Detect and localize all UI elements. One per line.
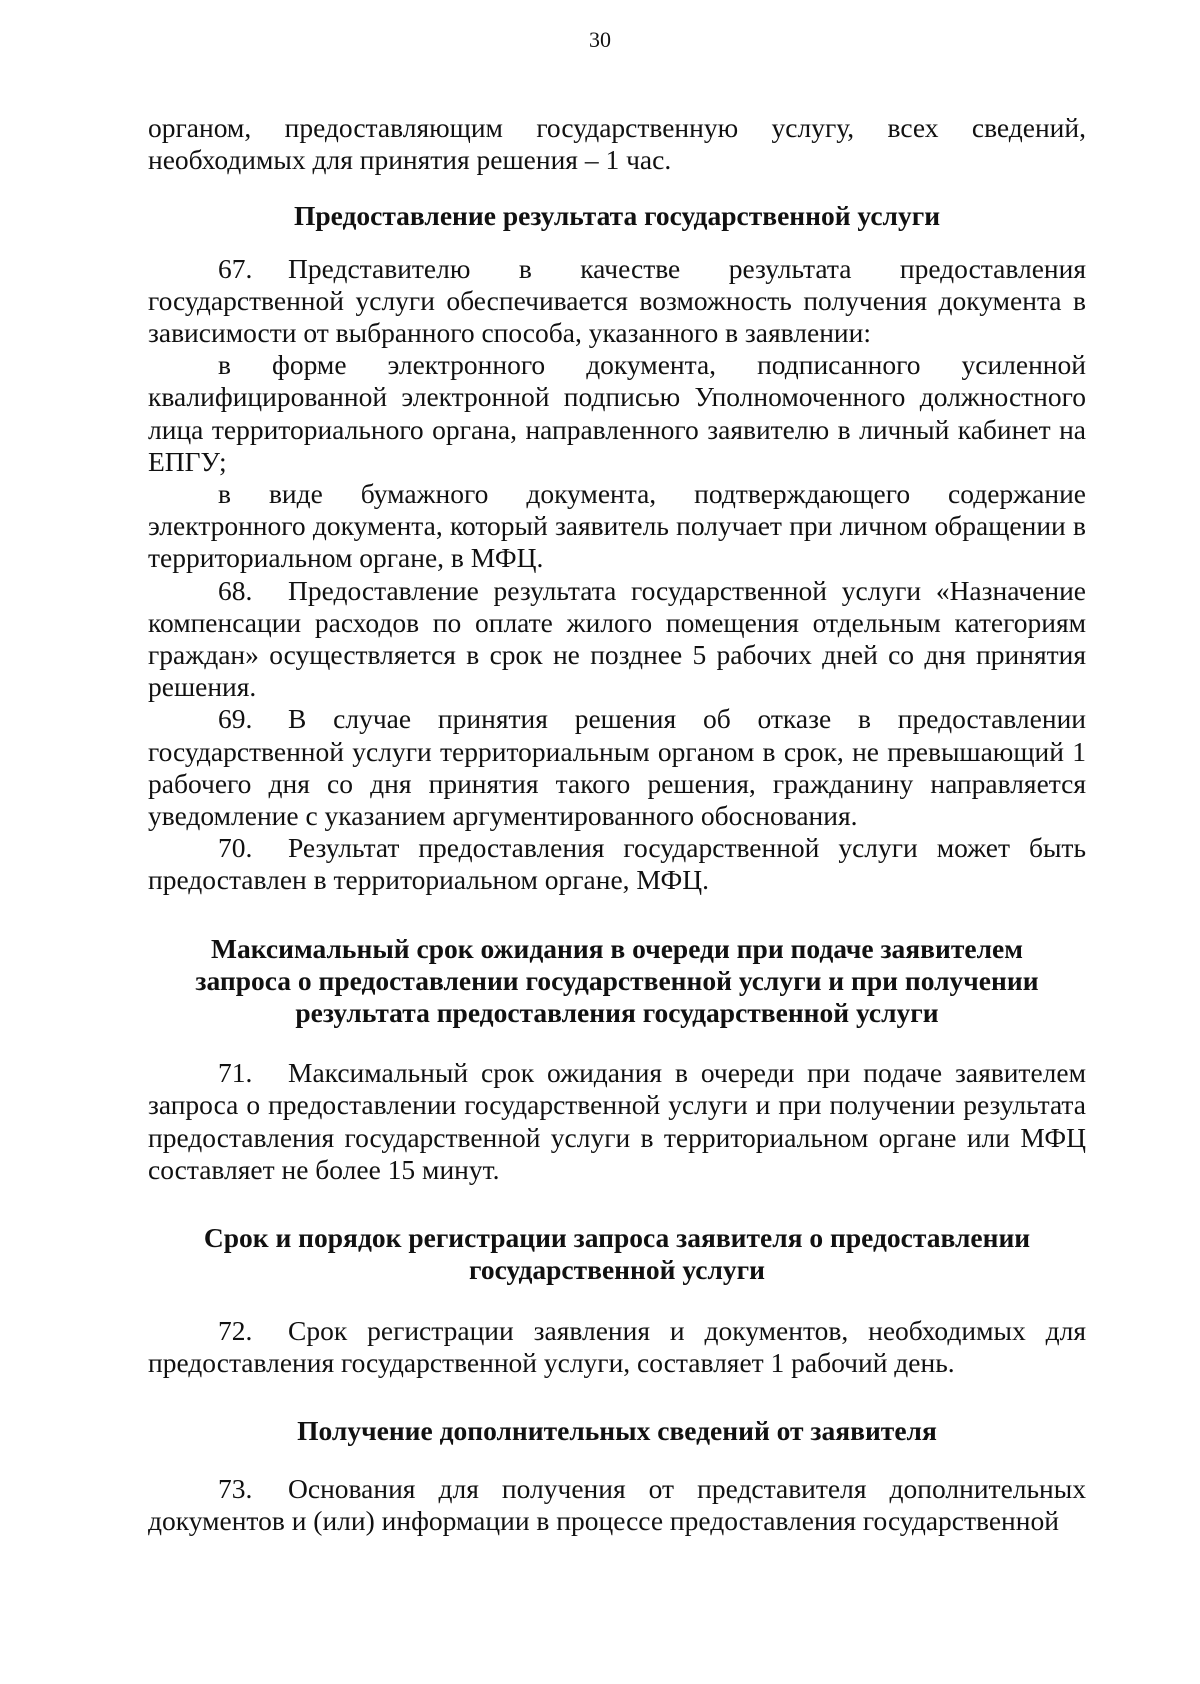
paragraph-72 (148, 1315, 1086, 1379)
paragraph-70 (148, 832, 1086, 896)
section-heading-queue-time-line3: результата предоставления государственной услуги (295, 997, 939, 1029)
paragraph-number-70: 70. (218, 832, 253, 864)
paragraph-69-text: В случае принятия решения об отказе в предоставлении государственной услуги территориальным органом в срок, не превышающий 1 рабочего дня со дня принятия такого решения, гражданину направляется уведомление с указанием аргументированного обоснования. (148, 703, 1086, 832)
paragraph-number-68: 68. (218, 574, 253, 606)
paragraph-73 (148, 1473, 1086, 1537)
paragraph-67-item-electronic: в форме электронного документа, подписанного усиленной квалифицированной электронной подписью Уполномоченного должностного лица территориального органа, направленного заявителю в личный кабинет на ЕПГУ; (148, 349, 1086, 477)
paragraph-68 (148, 575, 1086, 704)
paragraph-number-73: 73. (218, 1473, 253, 1505)
section-heading-additional-info: Получение дополнительных сведений от заявителя (297, 1414, 937, 1446)
section-heading-queue-time-line1: Максимальный срок ожидания в очереди при подаче заявителем (211, 932, 1023, 964)
paragraph-number-67: 67. (218, 252, 253, 284)
section-heading-result: Предоставление результата государственной услуги (293, 200, 941, 232)
paragraph-number-69: 69. (218, 703, 253, 735)
paragraph-number-71: 71. (218, 1057, 253, 1089)
section-heading-registration (148, 1222, 1086, 1286)
section-heading-queue-time (148, 933, 1086, 1030)
paragraph-70-text: Результат предоставления государственной услуги может быть предоставлен в территориальном органе, МФЦ. (148, 832, 1086, 896)
section-heading-registration-line1: Срок и порядок регистрации запроса заявителя о предоставлении (203, 1222, 1031, 1254)
paragraph-71-text: Максимальный срок ожидания в очереди при подаче заявителем запроса о предоставлении государственной услуги и при получении результата предоставления государственной услуги в территориальном органе или МФЦ составляет не более 15 минут. (148, 1057, 1086, 1185)
page-number: 30 (589, 27, 611, 52)
paragraph-69 (148, 703, 1086, 832)
document-body (148, 112, 1086, 1538)
section-heading-registration-line2: государственной услуги (469, 1254, 765, 1286)
paragraph-67-item-paper: в виде бумажного документа, подтверждающего содержание электронного документа, который заявитель получает при личном обращении в территориальном органе, в МФЦ. (148, 478, 1086, 574)
paragraph-67 (148, 253, 1086, 350)
intro-paragraph: органом, предоставляющим государственную услугу, всех сведений, необходимых для принятия решения – 1 час. (148, 112, 1086, 176)
paragraph-68-text: Предоставление результата государственной услуги «Назначение компенсации расходов по оплате жилого помещения отдельным категориям граждан» осуществляется в срок не позднее 5 рабочих дней со дня принятия решения. (148, 574, 1086, 703)
paragraph-number-72: 72. (218, 1314, 253, 1346)
paragraph-72-text: Срок регистрации заявления и документов, необходимых для предоставления государственной услуги, составляет 1 рабочий день. (148, 1314, 1086, 1378)
paragraph-67-text: Представителю в качестве результата предоставления государственной услуги обеспечивается возможность получения документа в зависимости от выбранного способа, указанного в заявлении: (148, 252, 1086, 349)
section-heading-queue-time-line2: запроса о предоставлении государственной услуги и при получении (195, 964, 1039, 996)
paragraph-71 (148, 1057, 1086, 1186)
paragraph-73-text: Основания для получения от представителя дополнительных документов и (или) информации в процессе предоставления государственной (148, 1473, 1086, 1537)
